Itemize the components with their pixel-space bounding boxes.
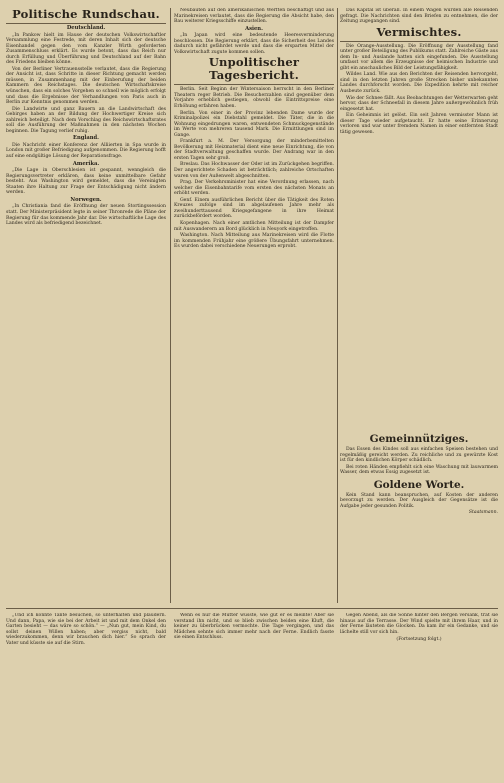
paragraph: „Die Lage in Oberschlesien ist gespannt, wenngleich die Regierungsvertreter erklären, dass keine unmittelbare Gefahr besteht. Aus Washington wird gemeldet, dass die Vereinigten Staaten ihre Haltung zur Frage der Entschädigung nicht ändern werden. [6, 168, 166, 196]
paragraph: Wenn es nur die Mutter wüsste, wie gut er es meinte! Aber sie verstand ihn nicht, und so blieb zwischen beiden eine Kluft, die keiner zu überbrücken vermochte. Die Tage vergingen, und das Mädchen sehnte sich immer mehr nach der Ferne. Endlich fasste sie einen Entschluss. [174, 613, 334, 641]
story-column [6, 613, 166, 771]
story-column [174, 613, 334, 771]
miscellaneous-heading: Vermischtes. [340, 26, 498, 42]
politics-heading: Politische Rundschau. [6, 8, 166, 24]
serial-story [6, 608, 498, 774]
column-useful-tips [340, 430, 498, 630]
section-asia: Asien. [245, 25, 263, 32]
paragraph: Berlin. Seit Beginn der Wintersaison herrscht in den Berliner Theatern reger Betrieb. Die Besucherzahlen sind gegenüber dem Vorjahre erheblich gestiegen, obwohl die Eintrittspreise eine Erhöhung erfahren haben. [174, 87, 334, 110]
paragraph: Wildes Land. Wie aus den Berichten der Reisenden hervorgeht, sind in den letzten Jahren große Strecken bisher unbekannten Landes durchforscht worden. Die Expedition kehrte mit reicher Ausbeute zurück. [340, 72, 498, 95]
paragraph: „In Japan wird eine bedeutende Heeresverminderung beschlossen. Die Regierung erklärt, dass die Sicherheit des Landes dadurch nicht gefährdet werde und dass die ersparten Mittel der Volkswirtschaft zugute kommen sollen. [174, 33, 334, 55]
section-norway: Norwegen. [70, 196, 102, 203]
paragraph: Wie der Schnee fällt. Aus Beobachtungen der Wetterwarten geht hervor, dass der Schneefall in diesem Jahre außergewöhnlich früh eingesetzt hat. [340, 95, 498, 112]
paragraph: „Und ich könnte Tante besuchen, so unterhalten und plaudern. Und dann, Papa, wie sie bei der Arbeit ist und mit dem Onkel den Garten besieht — das wäre so schön.“ — „Nun gut, mein Kind, du sollst deinen Willen haben; aber vergiss nicht, bald wiederzukommen, denn wir brauchen dich hier.“ So sprach der Vater und küsste sie auf die Stirn. [6, 613, 166, 646]
paragraph: Genf. Einem ausführlichen Bericht über die Tätigkeit des Roten Kreuzes zufolge sind im abgelaufenen Jahre mehr als zweihunderttausend Kriegsgefangene in ihre Heimat zurückbefördert worden. [174, 197, 334, 220]
column-politics [6, 8, 166, 603]
paragraph: Das Kapital ist überall. In einem Wagen wurden alle Reisenden gefragt. Die Nachrichten sind den Briefen zu entnehmen, die der Zeitung zugegangen sind. [340, 8, 498, 25]
paragraph: Kein Stand kann beanspruchen, auf Kosten der anderen bevorzugt zu werden. Der Ausgleich der Gegensätze ist die Aufgabe jeder gesunden Politik. [340, 492, 498, 509]
continued-note: (Fortsetzung folgt.) [396, 637, 442, 643]
section-america: Amerika. [72, 160, 100, 167]
column-miscellaneous [340, 8, 498, 423]
golden-words-heading: Goldene Worte. [373, 478, 465, 491]
paragraph: „In Christiania fand die Eröffnung der neuen Stortingssession statt. Der Ministerpräsident legte in seiner Thronrede die Pläne der Regierung für das kommende Jahr dar. Die wirtschaftliche Lage des Landes wird als befriedigend bezeichnet. [6, 204, 166, 227]
paragraph: Washington. Nach Mitteilung aus Marinekreisen wird die Flotte im kommenden Frühjahr eine größere Übungsfahrt unternehmen. Es wurden dabei verschiedene Neuerungen erprobt. [174, 233, 334, 250]
story-column [340, 613, 498, 771]
paragraph: Die Orange-Ausstellung. Die Eröffnung der Ausstellung fand unter großer Beteiligung des Publikums statt. Zahlreiche Gäste aus dem In- und Auslande hatten sich eingefunden. Die Ausstellung umfasst vor allem die Erzeugnisse der heimischen Industrie und gibt ein anschauliches Bild der Leistungsfähigkeit. [340, 43, 498, 71]
paragraph: Die Landwirte und ganz Bauern an die Landwirtschaft des Gebirges haben an der Bildung der Hochwertiger Kreise sich zahlreich beteiligt. Nach dem Vorschlag des Reichswirtschaftsrates soll die Ausführung der Maßnahmen in den nächsten Wochen beginnen. Die Tagung verlief ruhig. [6, 106, 166, 134]
useful-tips-heading: Gemeinnütziges. [369, 433, 469, 445]
paragraph: Ein Geheimnis ist gelöst. Ein seit Jahren vermisster Mann ist dieser Tage wieder aufgetaucht. Er hatte seine Erinnerung verloren und war unter fremdem Namen in einer entfernten Stadt tätig gewesen. [340, 113, 498, 135]
paragraph: „In Pankow hielt im Hause der deutschen Volkswirtschaftler Versammlung eine Festrede, mit deren Inhalt sich der deutsche Eisenhandel gegen den vom Kanzler Wirth geforderten Zusammenschluss erklärt. Es wurde betont, dass das Reich nur durch Erfüllung und Überführung und Deutschland auf der Bahn des Friedens bleiben könne. [6, 32, 166, 66]
daily-report-heading: Unpolitischer Tagesbericht. [174, 56, 334, 85]
paragraph: Neubauten auf den amerikanischen Werften beschäftigt und aus Marinekreisen verlautet, dass die Regierung die Absicht habe, den Bau weiterer Kriegsschiffe einzustellen. [174, 8, 334, 25]
column-daily-report [174, 8, 334, 593]
paragraph: Kopenhagen. Nach einer amtlichen Mitteilung ist der Dampfer mit Auswanderern an Bord glücklich in Neuyork eingetroffen. [174, 220, 334, 232]
column-divider [170, 8, 171, 603]
section-england: England. [73, 135, 99, 142]
paragraph: Gegen Abend, als die Sonne hinter den Bergen versank, trat sie hinaus auf die Terrasse. Der Wind spielte mit ihrem Haar, und in der Ferne läuteten die Glocken. Da kam ihr ein Gedanke, und sie lächelte still vor sich hin. [340, 613, 498, 635]
paragraph: Frankfurt a. M. Der Versorgung der minderbemittelten Bevölkerung mit Heizmaterial dient eine neue Einrichtung, die von der Stadtverwaltung geschaffen wurde. Der Andrang war in den ersten Tagen sehr groß. [174, 139, 334, 161]
quote-attribution: Staatsmann. [468, 510, 498, 516]
paragraph: Berlin. Von einer in der Provinz lebenden Dame wurde der Kriminalpolizei ein Diebstahl gemeldet. Die Täter, die in die Wohnung eingedrungen waren, entwendeten Schmuckgegenstände im Werte von mehreren tausend Mark. Die Ermittlungen sind im Gange. [174, 110, 334, 138]
paragraph: Bei roten Händen empfiehlt sich eine Waschung mit lauwarmem Wasser, dem etwas Essig zugesetzt ist. [340, 464, 498, 476]
paragraph: Die Nachricht einer Konferenz der Alliierten in Spa wurde in London mit großer Befriedigung aufgenommen. Die Regierung hofft auf eine endgültige Lösung der Reparationsfrage. [6, 142, 166, 160]
paragraph: Von der Berliner Vertrauensstelle verlautet, dass die Regierung der Ansicht ist, dass Schritte in dieser Richtung gemacht werden müssen, in Zusammenhang mit der Einberufung der beiden Kammern des Reichstages. Die deutschen Wirtschaftskreise wünschen, dass ein solches Vorgehen so schnell wie möglich erfolgt und dass die Ergebnisse der Verhandlungen von Paris auch in Berlin zur Kenntnis genommen werden. [6, 66, 166, 106]
column-divider [337, 8, 338, 603]
paragraph: Prag. Der Verkehrsminister hat eine Verordnung erlassen, nach welcher die Eisenbahntarife vom ersten des nächsten Monats an erhöht werden. [174, 180, 334, 197]
paragraph: Das Essen des Kindes soll aus einfachen Speisen bestehen und regelmäßig gereicht werden. Zu reichliche und zu gewürzte Kost ist für den kindlichen Körper schädlich. [340, 447, 498, 464]
section-germany: Deutschland. [66, 25, 106, 31]
paragraph: Breslau. Das Hochwasser der Oder ist im Zurückgehen begriffen. Der angerichtete Schaden ist beträchtlich; zahlreiche Ortschaften waren von der Außenwelt abgeschnitten. [174, 162, 334, 179]
